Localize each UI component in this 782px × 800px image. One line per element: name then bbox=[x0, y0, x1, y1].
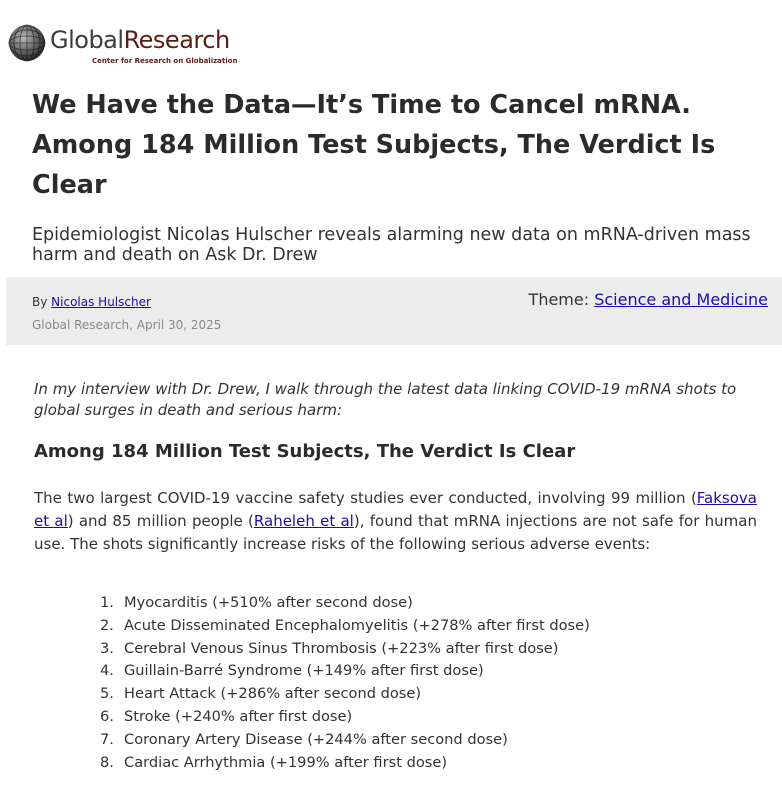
author-link[interactable]: Nicolas Hulscher bbox=[51, 295, 151, 309]
logo-wordmark: GlobalResearch bbox=[50, 26, 230, 54]
byline bbox=[32, 295, 151, 309]
article-headline: We Have the Data—It’s Time to Cancel mRNA. Among 184 Million Test Subjects, The Verdict Is Clear bbox=[32, 90, 716, 200]
list-item bbox=[100, 683, 590, 706]
article-intro: In my interview with Dr. Drew, I walk through the latest data linking COVID-19 mRNA shots to global surges in death and serious harm: bbox=[34, 380, 737, 419]
list-number: 7. bbox=[100, 730, 114, 748]
list-number: 1. bbox=[100, 594, 114, 611]
list-text: Acute Disseminated Encephalomyelitis (+278% after first dose) bbox=[124, 616, 590, 634]
list-number: 8. bbox=[100, 753, 114, 771]
body-paragraph bbox=[34, 487, 757, 556]
site-logo[interactable] bbox=[8, 24, 248, 70]
list-number: 5. bbox=[100, 685, 114, 703]
paragraph-text-1: The two largest COVID-19 vaccine safety studies ever conducted, involving 99 million ( bbox=[34, 489, 697, 507]
paragraph-text-2: ) and 85 million people ( bbox=[67, 512, 254, 530]
list-text: Coronary Artery Disease (+244% after second dose) bbox=[124, 730, 508, 748]
byline-prefix: By bbox=[32, 295, 48, 309]
list-item bbox=[100, 592, 590, 615]
faksova-link[interactable]: Faksova et al bbox=[34, 489, 757, 530]
list-text: Cerebral Venous Sinus Thrombosis (+223% after first dose) bbox=[124, 639, 559, 657]
list-number: 3. bbox=[100, 639, 114, 657]
theme-link[interactable]: Science and Medicine bbox=[594, 290, 768, 309]
globe-icon bbox=[8, 24, 46, 62]
article-meta-band bbox=[6, 277, 782, 345]
list-item bbox=[100, 638, 590, 661]
list-item bbox=[100, 660, 590, 683]
paragraph-text-3: ), found that mRNA injections are not safe for human use. The shots significantly increase risks of the following serious adverse events: bbox=[34, 512, 757, 553]
list-text: Guillain-Barré Syndrome (+149% after first dose) bbox=[124, 662, 484, 680]
list-item bbox=[100, 752, 590, 775]
theme-prefix: Theme: bbox=[528, 290, 590, 309]
publication-date: Global Research, April 30, 2025 bbox=[32, 318, 222, 332]
list-number: 6. bbox=[100, 707, 114, 725]
article-subheadline: Epidemiologist Nicolas Hulscher reveals alarming new data on mRNA-driven mass harm and death on Ask Dr. Drew bbox=[32, 225, 751, 265]
list-text: Stroke (+240% after first dose) bbox=[124, 707, 353, 725]
list-text: Cardiac Arrhythmia (+199% after first dose) bbox=[124, 753, 448, 771]
list-text: Heart Attack (+286% after second dose) bbox=[124, 685, 422, 703]
list-number: 2. bbox=[100, 616, 114, 634]
logo-tagline: Center for Research on Globalization bbox=[92, 57, 238, 65]
theme-label bbox=[529, 290, 768, 309]
list-number: 4. bbox=[100, 662, 114, 680]
raheleh-link[interactable]: Raheleh et al bbox=[253, 512, 354, 530]
list-text: Myocarditis (+510% after second dose) bbox=[124, 594, 413, 611]
list-item bbox=[100, 729, 590, 752]
section-heading: Among 184 Million Test Subjects, The Verdict Is Clear bbox=[34, 441, 576, 462]
list-item bbox=[100, 706, 590, 729]
list-item bbox=[100, 615, 590, 638]
adverse-events-list bbox=[100, 592, 590, 774]
